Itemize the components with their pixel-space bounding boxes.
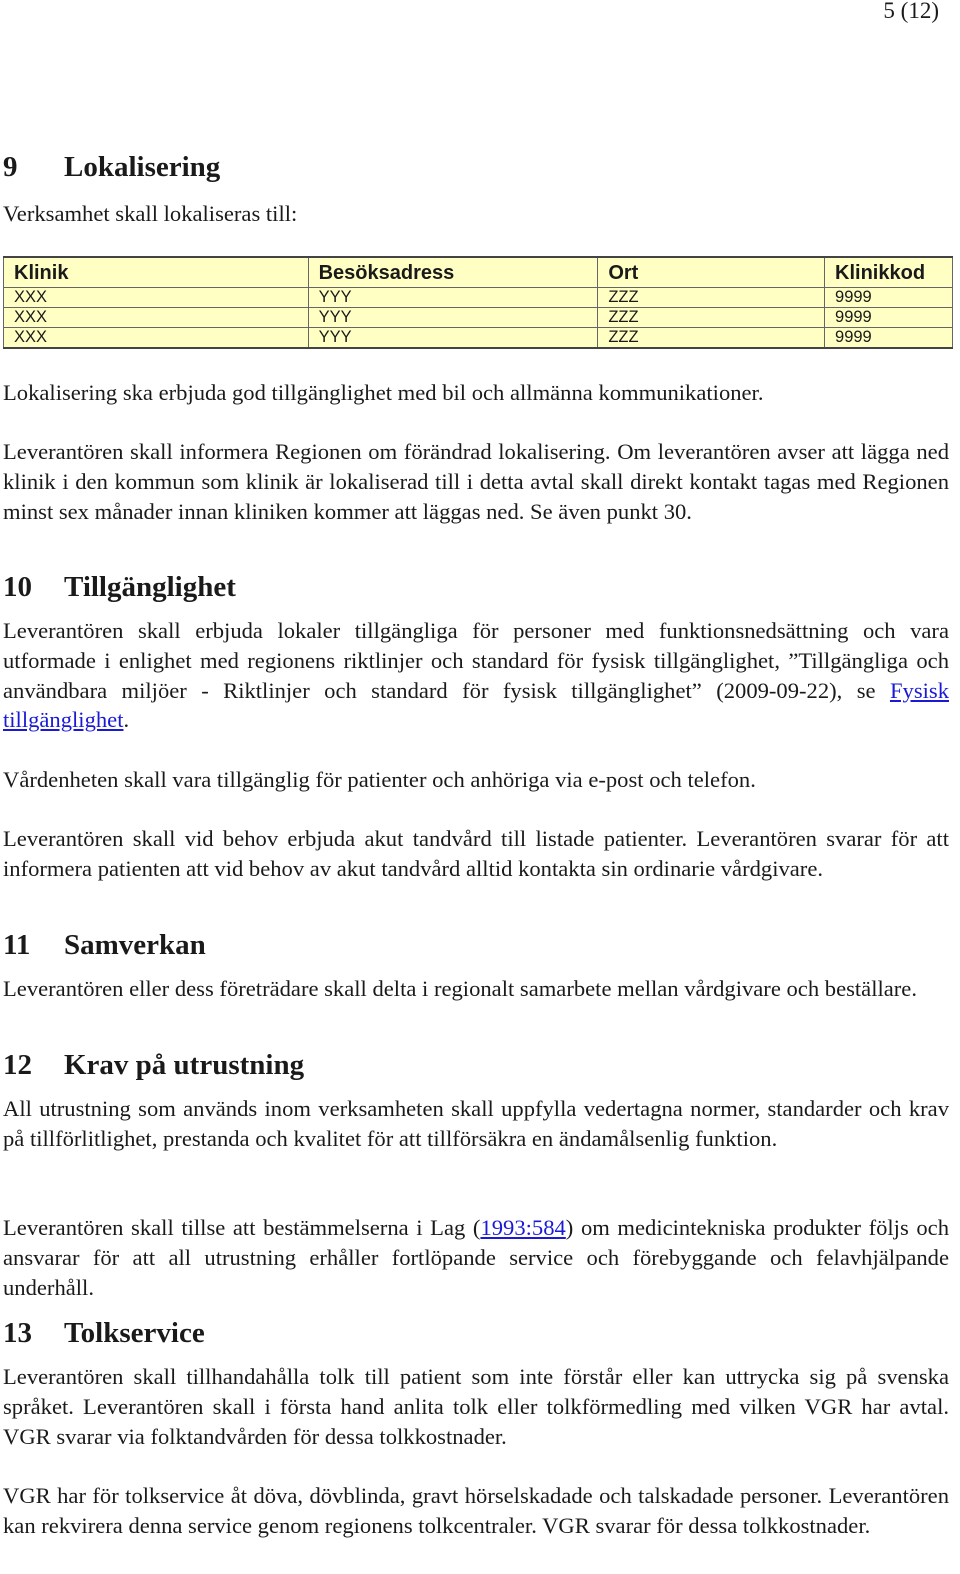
section-9-paragraph-1: Lokalisering ska erbjuda god tillgänglighet med bil och allmänna kommunikationer. (3, 380, 764, 405)
table-cell: YYY (308, 288, 598, 308)
section-9-heading (3, 150, 220, 184)
table-header-row (4, 257, 953, 288)
section-title: Tillgänglighet (64, 571, 236, 603)
table-cell: 9999 (825, 288, 953, 308)
table-cell: YYY (308, 328, 598, 349)
paragraph-text: Leverantören skall erbjuda lokaler tillgängliga för personer med funktionsnedsättning och vara utformade i enlighet med regionens riktlinjer och standard för fysisk tillgänglighet, ”Tillgängliga och användbara miljöer - Riktlinjer och standard för fysisk tillgänglighet” (2009-09-22), se (3, 618, 949, 703)
paragraph-text: ) om medicintekniska produkter följs och ansvarar för att all utrustning erhåller fortlöpande service och förebyggande och felavhjälpande underhåll. (3, 1215, 949, 1300)
table-cell: ZZZ (598, 308, 825, 328)
section-9-intro: Verksamhet skall lokaliseras till: (3, 201, 298, 226)
section-title: Krav på utrustning (64, 1049, 305, 1081)
table-cell: ZZZ (598, 328, 825, 349)
table-cell: YYY (308, 308, 598, 328)
section-11-heading (3, 928, 206, 962)
paragraph-text: . (123, 707, 130, 733)
section-10-paragraph-2: Vårdenheten skall vara tillgänglig för patienter och anhöriga via e-post och telefon. (3, 767, 756, 792)
section-12-paragraph-1: All utrustning som används inom verksamheten skall uppfylla vedertagna normer, standarder och krav på tillförlitlighet, prestanda och kvalitet för att tillförsäkra en ändamålsenlig funktion. (3, 1096, 949, 1151)
table-header-cell: Ort (598, 257, 825, 288)
table-header-cell: Klinikkod (825, 257, 953, 288)
section-title: Tolkservice (64, 1317, 205, 1349)
section-10-paragraph-1 (3, 616, 949, 735)
section-number: 12 (3, 1049, 32, 1081)
table-row (4, 308, 953, 328)
paragraph-text: Leverantören skall tillse att bestämmelserna i Lag ( (3, 1215, 481, 1240)
section-number: 13 (3, 1317, 32, 1349)
table-row (4, 288, 953, 308)
section-number: 11 (3, 929, 31, 961)
table-cell: 9999 (825, 328, 953, 349)
section-number: 10 (3, 571, 32, 603)
section-number: 9 (3, 151, 18, 183)
fysisk-tillganglighet-link[interactable]: Fysisk tillgänglighet (3, 677, 949, 733)
section-9-paragraph-2: Leverantören skall informera Regionen om förändrad lokalisering. Om leverantören avser att lägga ned klinik i den kommun som klinik är lokaliserad till i detta avtal skall direkt kontakt tagas med Regionen minst sex månader innan kliniken kommer att läggas ned. Se även punkt 30. (3, 439, 949, 524)
section-12-paragraph-2 (3, 1213, 949, 1302)
table-cell: XXX (4, 288, 309, 308)
table-row (4, 328, 953, 349)
section-10-paragraph-3: Leverantören skall vid behov erbjuda akut tandvård till listade patienter. Leverantören svarar för att informera patienten att vid behov av akut tandvård alltid kontakta sin ordinarie vårdgivare. (3, 826, 949, 881)
table-header-cell: Klinik (4, 257, 309, 288)
lag-1993-584-link[interactable]: 1993:584 (480, 1215, 566, 1240)
section-title: Samverkan (64, 929, 206, 961)
section-title: Lokalisering (64, 151, 221, 183)
section-10-heading (3, 570, 236, 604)
table-cell: ZZZ (598, 288, 825, 308)
section-13-paragraph-2: VGR har för tolkservice åt döva, dövblinda, gravt hörselskadade och talskadade personer. Leverantören kan rekvirera denna service genom regionens tolkcentraler. VGR svarar för dessa tolkkostnader. (3, 1483, 949, 1538)
section-13-paragraph-1: Leverantören skall tillhandahålla tolk till patient som inte förstår eller kan uttrycka sig på svenska språket. Leverantören skall i första hand anlita tolk eller tolkförmedling med vilken VGR har avtal. VGR svarar via folktandvården för dessa tolkkostnader. (3, 1364, 949, 1449)
page-number: 5 (12) (883, 0, 939, 23)
table-cell: XXX (4, 308, 309, 328)
section-11-paragraph-1: Leverantören eller dess företrädare skall delta i regionalt samarbete mellan vårdgivare och beställare. (3, 976, 917, 1001)
section-12-heading (3, 1048, 304, 1082)
table-cell: 9999 (825, 308, 953, 328)
table-cell: XXX (4, 328, 309, 349)
section-13-heading (3, 1316, 205, 1350)
localization-table (3, 256, 953, 349)
table-header-cell: Besöksadress (308, 257, 598, 288)
